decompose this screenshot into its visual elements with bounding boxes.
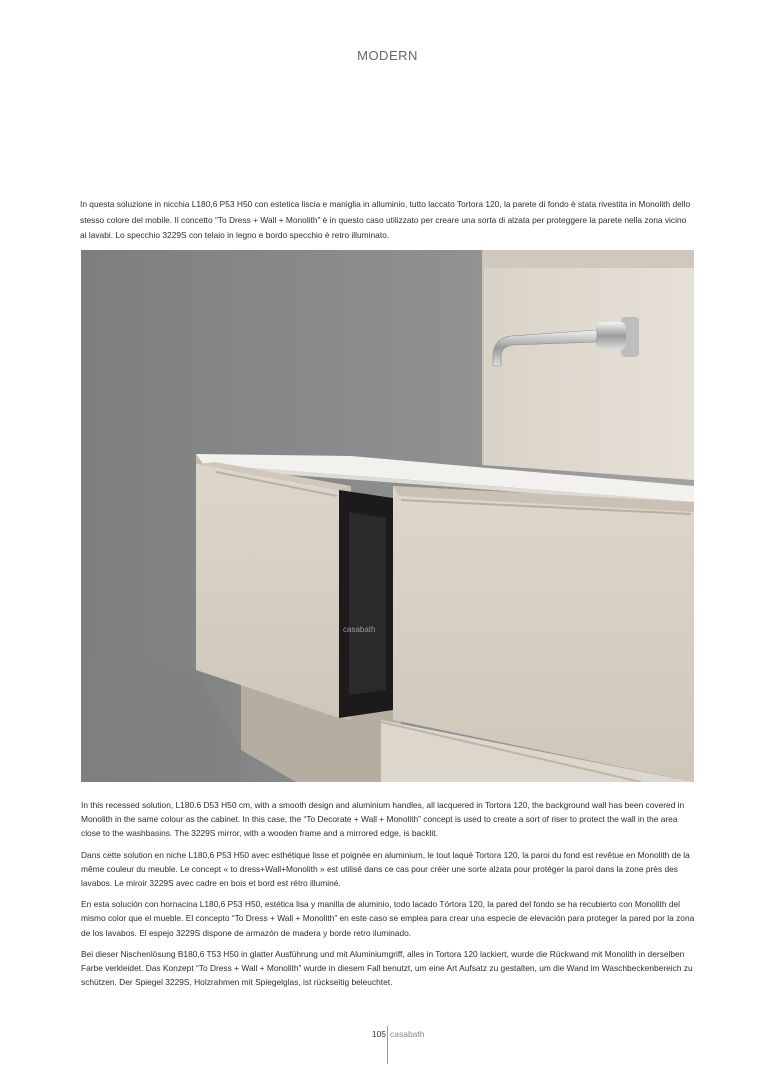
section-title: MODERN — [357, 48, 418, 63]
drawer-brand-label: casabath — [343, 625, 376, 634]
paragraph-french: Dans cette solution en niche L180,6 P53 H50 avec esthétique lisse et poignée en aluminium, le tout laqué Tortora 120, la paroi du fond est revêtue en Monolith de la même couleur du meuble. Le concept « to dress+Wall+Monolith » est utilisé dans ce cas pour créer une sorte alzata pour protéger la paroi dans la zone près des lavabos. Le miroir 3229S avec cadre en bois et bord est rétro illuminé. — [81, 849, 690, 889]
paragraph-german: Bei dieser Nischenlösung B180,6 T53 H50 in glatter Ausführung und mit Aluminiumgriff, alles in Tortora 120 lackiert, wurde die Rückwand mit Monolith in derselben Farbe verkleidet. Das Konzept “To Dress + Wall + Monolith” wurde in diesem Fall benutzt, um eine Art Aufsatz zu gestalten, um die Wand im Waschbeckenbereich zu schützen. Der Spiegel 3229S, Holzrahmen mit Spiegelglas, ist rückseitig beleuchtet. — [81, 948, 693, 988]
translations — [81, 798, 695, 996]
intro-paragraph: In questa soluzione in nicchia L180,6 P53 H50 con estetica liscia e maniglia in alluminio, tutto laccato Tortora 120, la parete di fondo è stata rivestita in Monolith dello stesso colore del mobile. Il concetto “To Dress + Wall + Monolith” è in questo caso utilizzato per creare una sorta di alzata per proteggere la parete nella zona vicino ai lavabi. Lo specchio 3229S con telaio in legno e bordo specchio è retro illuminato. — [80, 199, 691, 240]
monolith-panel — [483, 250, 694, 480]
paragraph-english: In this recessed solution, L180.6 D53 H50 cm, with a smooth design and aluminium handles, all lacquered in Tortora 120, the background wall has been covered in Monolith in the same colour as the cabinet. In this case, the “To Decorate + Wall + Monolith” concept is used to create a sort of riser to protect the wall in the area close to the washbasins. The 3229S mirror, with a wooden frame and a mirrored edge, is backlit. — [81, 800, 685, 839]
footer-brand: casabath — [390, 1029, 425, 1039]
paragraph-spanish: En esta solución con hornacina L180,6 P53 H50, estética lisa y manilla de aluminio, todo lacado Tórtora 120, la pared del fondo se ha recubierto con Monolith del mismo color que el mueble. El concepto “To Dress + Wall + Monolith” en este caso se emplea para crear una especie de elevación para proteger la pared por la zona de los lavabos. El espejo 3229S dispone de armazón de madera y borde retro iluminado. — [81, 899, 695, 938]
page-number: 105 — [371, 1029, 386, 1039]
page-footer — [0, 1026, 775, 1066]
footer-divider — [387, 1026, 388, 1064]
product-photo — [81, 250, 694, 782]
bathroom-cabinet-illustration — [81, 250, 694, 782]
